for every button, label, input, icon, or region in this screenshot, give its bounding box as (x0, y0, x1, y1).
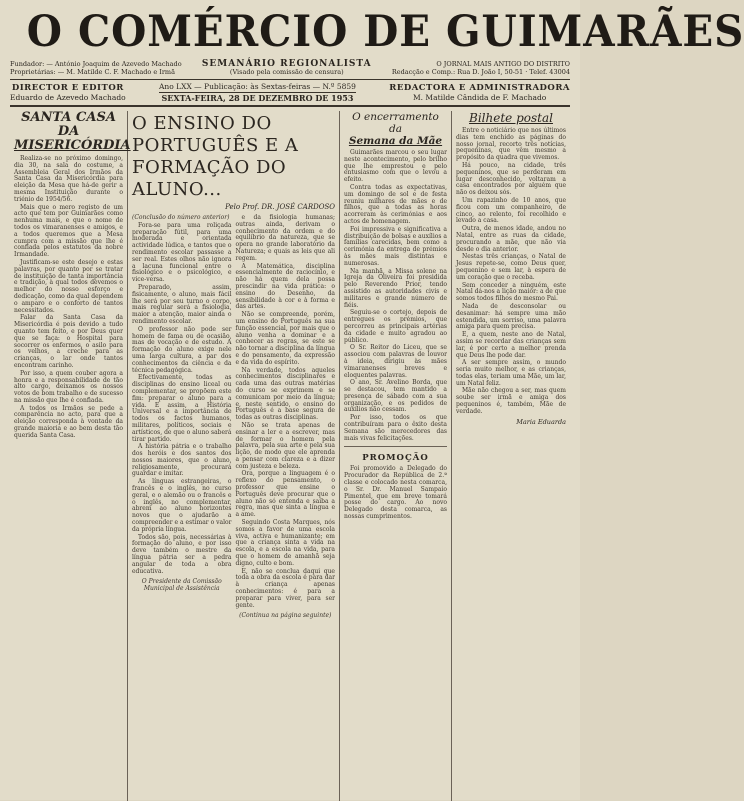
paragraph: Há pouco, na cidade, três pequeninos, que se perderam em lugar desconhecido, voltaram a casa encontrados por alguém que não os deixou sós. (456, 161, 566, 197)
column-ensino (128, 111, 340, 801)
censorship-note: (Visado pela comissão de censura) (229, 68, 344, 76)
paper-address (392, 60, 570, 76)
oldest-paper-label: O JORNAL MAIS ANTIGO DO DISTRITO (436, 60, 570, 68)
divider (344, 446, 447, 447)
ensino-headline: O ENSINO DO PORTUGUÊS E A FORMAÇÃO DO ALUNO... (132, 113, 299, 200)
column-bilhete-postal (452, 111, 570, 801)
paragraph: Efectivamente, todas as disciplinas do ensino liceal ou complementar, se propõem este fim: preparar o aluno para a vida. E assim, a História Universal e a importância de todos os factos humanos, militares, políticos, sociais e artísticos, de que o aluno saberá tirar partido. (132, 374, 232, 443)
administrator-title: REDACTORA E ADMINISTRADORA (389, 83, 570, 93)
paragraph: Todos são, pois, necessárias à formação do aluno, e por isso deve também o mestre da língua pátria ser a pedra angular de toda a obra educativa. (132, 533, 232, 575)
heading-line-2: MISERICÓRDIA (14, 138, 131, 153)
ensino-byline: Pelo Prof. DR. JOSÉ CARDOSO (225, 203, 335, 211)
paper-type-label: SEMANÁRIO REGIONALISTA (201, 59, 372, 69)
issue-info (159, 82, 356, 103)
paragraph: Entre o noticiário que nos últimos dias tem enchido as páginas do nosso jornal, recorto três notícias, pequeninas, que vêm mesmo a propósito da quadra que vivemos. (456, 127, 566, 162)
paragraph: Ora, porque a linguagem é o reflexo do pensamento, o professor que ensine o Português deve procurar que o aluno não só entenda e saiba a regra, mas que sinta a língua e a ame. (235, 470, 335, 519)
paragraph: Guimarães marcou o seu lugar neste acontecimento, pelo brilho que lhe emprestou e pelo entusiasmo com que o levou a efeito. (344, 149, 447, 184)
paragraph: Realiza-se no próximo domingo, dia 30, na sala do costume, a Assembleia Geral dos Irmãos da Santa Casa da Misericórdia para eleição da Mesa que há-de gerir a mesma Instituição durante o triénio de 1954/56. (14, 155, 123, 203)
paragraph: Preparado, assim, fisicamente, o aluno, mais fácil lhe será por seu turno o corpo, mais regular será a fisiologia, maior a atenção, maior ainda o rendimento escolar. (132, 283, 232, 325)
paragraph: A Matemática, disciplina essencialmente de raciocínio, e não há quem dela possa prescindir na vida prática: o ensino do Desenho, da sensibilidade à cor e à forma e das artes. (235, 262, 335, 311)
paragraph: Mãe não chegou a ser, mas quem soube ser irmã e amiga dos pequeninos é, também, Mãe de verdade. (456, 387, 566, 415)
founder-line: Fundador: — António Joaquim de Azevedo Machado (10, 60, 182, 68)
paragraph: A história pátria e o trabalho dos heróis e dos santos dos nossos maiores, que o aluno, religiosamente, procurará guardar e imitar. (132, 443, 232, 478)
paragraph: Fora-se para uma roliçada preparação fútil, para uma moderada e orientada actividade lúdica, e tantos que o rendimento escolar passasse a ser real. Estes olhos não ignora a lacuna funcional entre o fisiológico e o psicológico, e vice-versa. (132, 221, 232, 284)
bilhete-postal-body (456, 128, 566, 416)
semana-mae-body (344, 150, 447, 442)
director-box (10, 83, 126, 102)
paragraph: Falar da Santa Casa da Misericórdia é pois devido a tudo quanto tem feito, e por Deus quer que se faça: o Hospital para socorrer os enfermos, o asilo para os velhos, a creche para as crianças, o lar onde tantos encontram carinho. (14, 314, 123, 369)
paragraph: A ser sempre assim, o mundo seria muito melhor, e as crianças, todas elas, teriam uma Mãe, um lar, um Natal feliz. (456, 359, 566, 387)
semana-mae-heading (344, 111, 447, 147)
paragraph: Nada de desconsolar ou desanimar: há sempre uma mão estendida, um sorriso, uma palavra amiga para quem precisa. (456, 302, 566, 331)
bilhete-postal-heading: Bilhete postal (469, 111, 553, 125)
paragraph: O professor não pode ser homem de fama ou de ocasião, mas de vocação e de estudo. A formação do aluno exige nele uma larga cultura, a par dos conhecimentos da ciência e da técnica pedagógica. (132, 325, 232, 374)
paragraph: (Conclusão do número anterior) (132, 214, 230, 221)
ensino-body (132, 215, 335, 620)
heading-line-1: O encerramento da (352, 111, 439, 135)
paragraph: Seguindo Costa Marques, nós somos a favor de uma escola viva, activa e humanizante; em que a criança sinta a vida na escola, e a escola na vida, para que o homem de amanhã seja digno, culto e bom. (235, 519, 335, 567)
paragraph: E, não se conclua daqui que toda a obra da escola é para dar à criança apenas conhecimentos: é para a preparar para viver, para ser gente. (235, 567, 335, 609)
info-row (10, 60, 570, 80)
paragraph: E, a quem, neste ano de Natal, assim se recordar das crianças sem lar, é por certo a melhor prenda que Deus lhe pode dar. (456, 331, 566, 359)
promocao-heading: PROMOÇÃO (362, 453, 429, 464)
column-misericordia (10, 110, 131, 801)
continued-note: (Continua na página seguinte) (239, 612, 332, 620)
promocao-body (344, 466, 447, 520)
paragraph: As línguas estrangeiras, o francês e o inglês, no curso geral, e o alemão ou o francês e o inglês, no complementar, abrem ao aluno horizontes novos que o ajudarão a compreender e a estimar o valor da própria língua. (132, 478, 232, 533)
editor-row (10, 80, 570, 107)
paragraph: Não se trata apenas de ensinar a ler e a escrever, mas de formar o homem pela palavra, pela sua arte e pela sua lição, de modo que ele aprenda a pensar com clareza e a dizer com justeza e beleza. (235, 421, 335, 470)
paragraph: Contra todas as expectativas, um domingo de sol e de festa reuniu milhares de mães e de filhos, que a todas as horas acorreram às cerimónias e aos actos de homenagem. (344, 183, 447, 225)
paragraph: Não se compreende, porém, um ensino do Português na sua função essencial, por mais que o aluno venha a dominar e a conhecer as regras, se este se não tornar a disciplina da língua e do pensamento, da expressão e da vida do espírito. (235, 311, 335, 366)
issue-date: SEXTA-FEIRA, 28 DE DEZEMBRO DE 1953 (161, 93, 354, 103)
commission-signature: O Presidente da Comissão Municipal de Assistência (141, 578, 222, 593)
founder-info (10, 60, 182, 76)
paragraph: O ano, Sr. Avelino Borda, que se destacou, tem mantido a presença de sábado com a sua organização, e os pedidos de auxílios não cessam. (344, 379, 447, 414)
director-title: DIRECTOR E EDITOR (11, 83, 124, 93)
misericordia-body (14, 156, 123, 440)
paragraph: Seguiu-se o cortejo, depois de entregues os prémios, que percorreu as principais artérias da cidade e muito agradou ao público. (344, 309, 447, 344)
paragraph: Um rapazinho de 10 anos, que ficou com um companheiro, de cinco, ao relento, foi recolhido e levado a casa. (456, 196, 566, 225)
administrator-box (389, 83, 570, 102)
column-semana-mae (340, 111, 452, 801)
paragraph: Nestas três crianças, o Natal de Jesus repete-se, como Deus quer, pequenino e sem lar, à espera de um coração que o receba. (456, 253, 566, 281)
paragraph: Na manhã, a Missa solene na Igreja da Oliveira foi presidida pelo Reverendo Prior, tendo assistido as autoridades civis e militares e grande número de fiéis. (344, 267, 447, 309)
heading-line-1: SANTA CASA DA (21, 110, 116, 139)
paragraph: Foi promovido a Delegado do Procurador da República de 2.ª classe e colocado nesta comarca, o Sr. Dr. Manuel Sampaio Pimentel, que em breve tomará posse do cargo. Ao novo Delegado desta comarca, as nossas cumprimentos. (344, 465, 447, 521)
owner-line: Proprietárias: — M. Matilde C. F. Machado e Irmã (10, 68, 175, 76)
paragraph: Por isso, todos os que contribuíram para o êxito desta Semana são merecedores das mais vivas felicitações. (344, 414, 447, 442)
paragraph: A todos os Irmãos se pede a comparência no acto, para que a eleição corresponda à vontade da grande maioria e ao bem desta tão querida Santa Casa. (14, 404, 123, 439)
paragraph: Na verdade, todos aqueles conhecimentos disciplinares e cada uma das outras matérias do curso se exprimem e se comunicam por meio da língua; e, neste sentido, o ensino do Português é a base segura de todas as outras disciplinas. (235, 366, 335, 422)
issue-number: Ano LXX — Publicação: às Sextas-feiras — N.º 5859 (158, 82, 356, 91)
paragraph: Sem conceder a ninguém, este Natal dá-nos a lição maior: a de que somos todos filhos do mesmo Pai. (456, 281, 566, 303)
paragraph: O Sr. Reitor do Liceu, que se associou com palavras de louvor à ideia, dirigiu às mães vimaranenses breves e eloquentes palavras. (344, 344, 447, 379)
paragraph: Outra, de menos idade, andou no Natal, entre as ruas da cidade, procurando a mãe, que não via desde o dia anterior. (456, 225, 566, 253)
administrator-name: M. Matilde Cândida de F. Machado (412, 93, 547, 102)
author-signature: Maria Eduarda (516, 417, 566, 426)
paragraph: Mais que o mero registo de um acto que tem por Guimarães como nenhuma mais, e que o nome de todos os vimaranenses e amigos, e a todos queremos que a Mesa cumpra com a missão que lhe é confiada pelos estatutos da nobre Irmandade. (14, 203, 123, 259)
article-columns (10, 111, 570, 801)
ensino-left-col (132, 215, 232, 620)
misericordia-heading (14, 110, 131, 153)
paragraph: e da fisiologia humanas; outras ainda, derivam o conhecimento da ordem e do equilíbrio da natureza, que se opera no grande laboratório da Natureza; e quais as leis que ali regem. (235, 214, 335, 262)
paragraph: Foi impressiva e significativa a distribuição de bolsas e auxílios a famílias carecidas, bem como a cerimónia da entrega de prémios às mães mais distintas e numerosas. (344, 225, 447, 267)
paragraph: Por isso, a quem couber agora a honra e a responsabilidade de tão alto cargo, deixamos os nossos votos de bom trabalho e de sucesso na missão que lhe é confiada. (14, 369, 123, 404)
director-name: Eduardo de Azevedo Machado (10, 93, 126, 102)
paragraph: Justificam-se este desejo e estas palavras, por quanto por se tratar de instituição de tanta importância e tradição, à qual todos devemos o melhor do nosso esforço e dedicação, como da qual dependem o amparo e o conforto de tantos necessitados. (14, 258, 123, 314)
masthead-title: O COMÉRCIO DE GUIMARÃES (26, 7, 744, 57)
paper-type (202, 60, 372, 76)
address-line: Redacção e Comp.: Rua D. João I, 50-51 · Telef. 43004 (391, 68, 570, 76)
heading-line-2: Semana da Mãe (348, 135, 443, 147)
ensino-right-col (236, 215, 336, 620)
